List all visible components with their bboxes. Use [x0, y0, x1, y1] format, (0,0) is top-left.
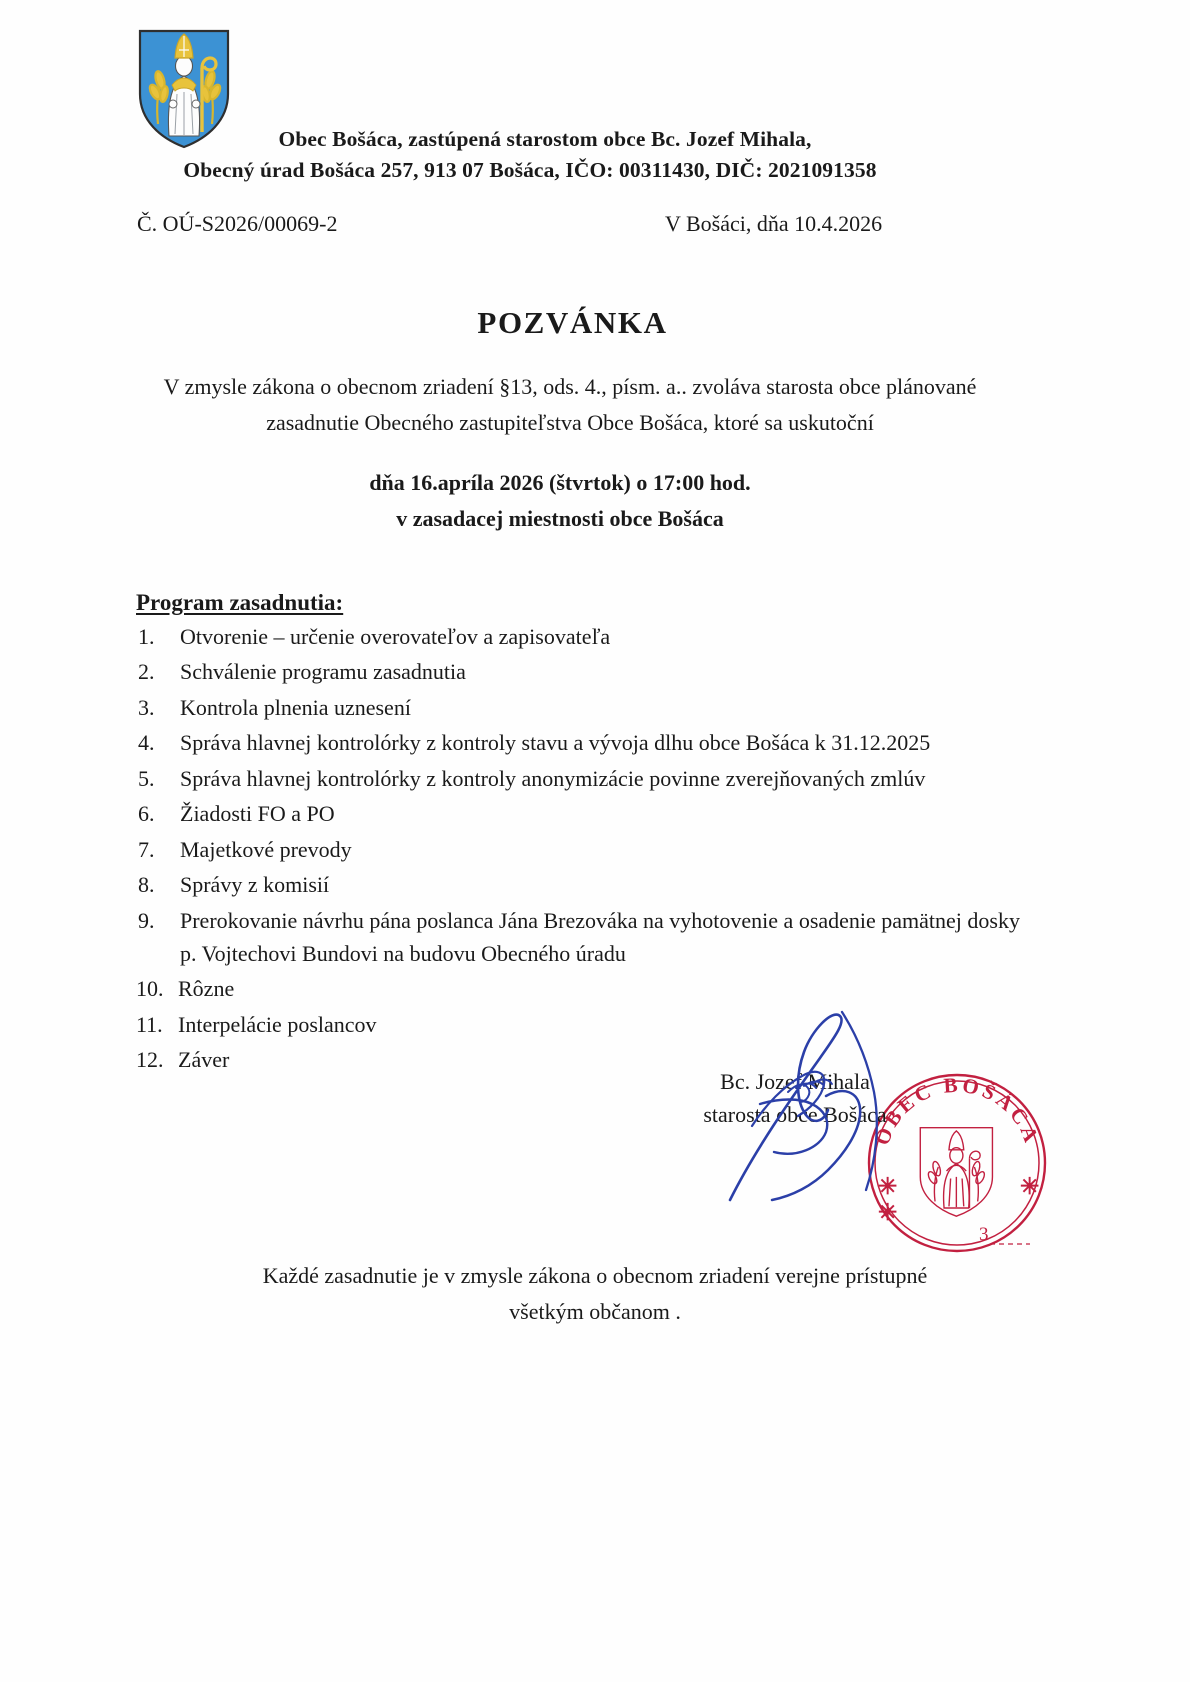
- footer-note: [145, 1258, 1045, 1329]
- stamp-star-left: ✳: [878, 1174, 898, 1199]
- list-item-label: Kontrola plnenia uznesení: [180, 694, 411, 720]
- list-item: [136, 1008, 1036, 1041]
- header-line-1: Obec Bošáca, zastúpená starostom obce Bc. Jozef Mihala,: [278, 127, 812, 151]
- list-item-label: Správy z komisií: [180, 872, 330, 898]
- list-item-number: 1.: [138, 624, 155, 649]
- footer-line-2: všetkým občanom .: [509, 1298, 681, 1324]
- list-item-label: Správa hlavnej kontrolórky z kontroly stavu a vývoja dlhu obce Bošáca k 31.12.2025: [180, 730, 931, 756]
- program-heading: Program zasadnutia:: [136, 590, 344, 615]
- page-title: POZVÁNKA: [477, 305, 668, 340]
- signature-block: [665, 1065, 925, 1131]
- list-item: [136, 833, 1036, 866]
- meeting-venue: v zasadacej miestnosti obce Bošáca: [396, 505, 724, 531]
- meeting-datetime: dňa 16.apríla 2026 (štvrtok) o 17:00 hod.: [369, 470, 751, 495]
- list-item-number: 7.: [138, 836, 155, 862]
- program-list: [136, 620, 1036, 1079]
- list-item-number: 8.: [138, 872, 155, 898]
- list-item: [136, 655, 1036, 688]
- list-item-number: 9.: [138, 907, 155, 933]
- list-item-label: Žiadosti FO a PO: [180, 801, 335, 827]
- list-item: [136, 726, 1036, 759]
- intro-paragraph: [130, 369, 1010, 440]
- list-item-number: 11.: [136, 1011, 163, 1037]
- signatory-role: starosta obce Bošáca: [703, 1102, 887, 1127]
- list-item: [136, 691, 1036, 724]
- list-item: [136, 797, 1036, 830]
- list-item-number: 12.: [136, 1047, 164, 1073]
- stamp-number: 3: [979, 1224, 989, 1245]
- list-item: [136, 904, 1036, 971]
- list-item-number: 6.: [138, 801, 155, 827]
- list-item-label: Majetkové prevody: [180, 836, 352, 862]
- list-item-label: Prerokovanie návrhu pána poslanca Jána Brezováka na vyhotovenie a osadenie pamätnej dosky p. Vojtechovi Bundovi na budovu Obecného úradu: [180, 907, 1020, 966]
- list-item: [136, 972, 1036, 1005]
- list-item-number: 5.: [138, 765, 155, 791]
- list-item-number: 4.: [138, 730, 155, 756]
- stamp-star-lower-left: ✳: [878, 1200, 898, 1225]
- list-item-label: Rôzne: [178, 976, 235, 1002]
- list-item-label: Záver: [178, 1047, 230, 1073]
- footer-line-1: Každé zasadnutie je v zmysle zákona o obecnom zriadení verejne prístupné: [262, 1263, 928, 1288]
- list-item-label: Správa hlavnej kontrolórky z kontroly anonymizácie povinne zverejňovaných zmlúv: [180, 765, 926, 791]
- meeting-details: [130, 465, 990, 536]
- header-line-2: Obecný úrad Bošáca 257, 913 07 Bošáca, IČO: 00311430, DIČ: 2021091358: [183, 157, 877, 182]
- intro-line-2: zasadnutie Obecného zastupiteľstva Obce Bošáca, ktoré sa uskutoční: [266, 409, 874, 435]
- list-item-number: 3.: [138, 694, 155, 720]
- list-item: [136, 762, 1036, 795]
- intro-line-1: V zmysle zákona o obecnom zriadení §13, ods. 4., písm. a.. zvoláva starosta obce plánované: [163, 374, 977, 399]
- list-item: [136, 620, 1036, 653]
- list-item-label: Interpelácie poslancov: [178, 1011, 377, 1037]
- list-item-label: Otvorenie – určenie overovateľov a zapisovateľa: [180, 624, 611, 649]
- list-item: [136, 868, 1036, 901]
- list-item-number: 2.: [138, 659, 155, 685]
- stamp-star-right: ✳: [1020, 1174, 1040, 1199]
- place-and-date: V Bošáci, dňa 10.4.2026: [665, 211, 883, 236]
- stamp-arc-text: OBEC BOŠÁCA: [869, 1072, 1045, 1149]
- signatory-name: Bc. Jozef Mihala: [720, 1069, 870, 1094]
- list-item-number: 10.: [136, 976, 164, 1002]
- header-organisation-text: [0, 124, 1060, 185]
- reference-number: Č. OÚ-S2026/00069-2: [137, 211, 338, 236]
- list-item-label: Schválenie programu zasadnutia: [180, 659, 466, 685]
